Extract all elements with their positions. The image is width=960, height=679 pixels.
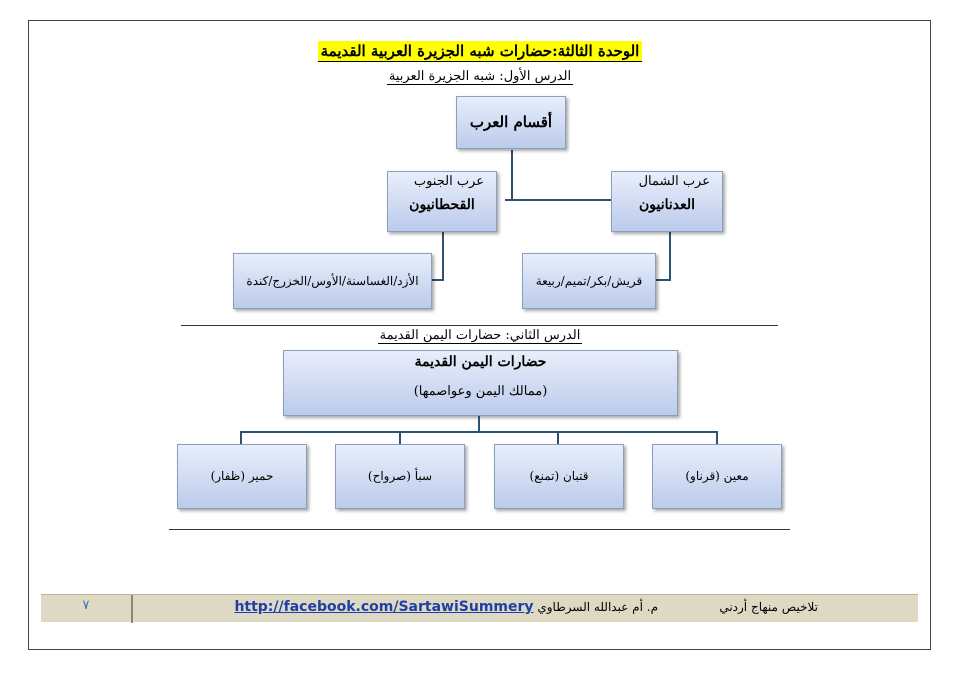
south-arabs-name: القحطانيون xyxy=(409,197,475,213)
connector-root-down xyxy=(511,150,513,201)
footer-bar xyxy=(41,594,918,622)
lesson2-title xyxy=(0,328,960,343)
connector-kingdom-4 xyxy=(716,431,718,445)
south-arabs-box xyxy=(387,171,497,232)
north-tribes-box xyxy=(522,253,656,309)
connector-horizontal xyxy=(505,199,613,201)
kingdom-label: معين (قرناو) xyxy=(685,469,749,483)
connector-south-tribes-h xyxy=(431,279,444,281)
connector-north-tribes-h xyxy=(654,279,671,281)
footer-author: م. أم عبدالله السرطاوي xyxy=(537,600,658,614)
connector-kingdom-3 xyxy=(557,431,559,445)
kingdom-label: قتبان (تمنع) xyxy=(529,469,589,483)
connector-north-tribes-v xyxy=(669,232,671,280)
north-arabs-label: عرب الشمال xyxy=(638,174,710,189)
connector-south-tribes-v xyxy=(442,232,444,280)
south-arabs-label: عرب الجنوب xyxy=(413,174,484,189)
section-divider xyxy=(181,325,778,326)
connector-yemen-horizontal xyxy=(240,431,718,433)
north-tribes-text: قريش/بكر/تميم/ربيعة xyxy=(535,274,643,288)
kingdom-box-himyar xyxy=(177,444,307,509)
page-number: ٧ xyxy=(41,595,133,623)
kingdom-label: حمير (ظفار) xyxy=(210,469,274,483)
footer-series: تلاخيص منهاج أردني xyxy=(719,600,818,614)
footer-credit xyxy=(234,599,658,615)
kingdom-box-main xyxy=(652,444,782,509)
lesson1-title xyxy=(0,69,960,84)
connector-kingdom-2 xyxy=(399,431,401,445)
unit-title-text: الوحدة الثالثة:حضارات شبه الجزيرة العربية القديمة xyxy=(318,41,643,62)
kingdom-box-saba xyxy=(335,444,465,509)
connector-kingdom-1 xyxy=(240,431,242,445)
unit-title xyxy=(0,41,960,60)
yemen-civilizations-subtitle: (ممالك اليمن وعواصمها) xyxy=(413,384,548,399)
south-tribes-box xyxy=(233,253,432,309)
yemen-civilizations-title: حضارات اليمن القديمة xyxy=(414,354,547,370)
root-box-label: أقسام العرب xyxy=(469,113,553,131)
lesson2-title-text: الدرس الثاني: حضارات اليمن القديمة xyxy=(379,328,581,343)
root-box-arab-divisions xyxy=(456,96,566,149)
north-arabs-name: العدنانيون xyxy=(638,197,696,213)
bottom-divider xyxy=(169,529,790,530)
north-arabs-box xyxy=(611,171,723,232)
kingdom-label: سبأ (صرواح) xyxy=(367,469,433,483)
yemen-civilizations-box xyxy=(283,350,678,416)
south-tribes-text: الأزد/الغساسنة/الأوس/الخزرج/كندة xyxy=(246,274,419,288)
connector-yemen-down xyxy=(478,416,480,432)
kingdom-box-qataban xyxy=(494,444,624,509)
lesson1-title-text: الدرس الأول: شبه الجزيرة العربية xyxy=(388,69,572,84)
facebook-link[interactable]: http://facebook.com/SartawiSummery xyxy=(234,599,534,615)
